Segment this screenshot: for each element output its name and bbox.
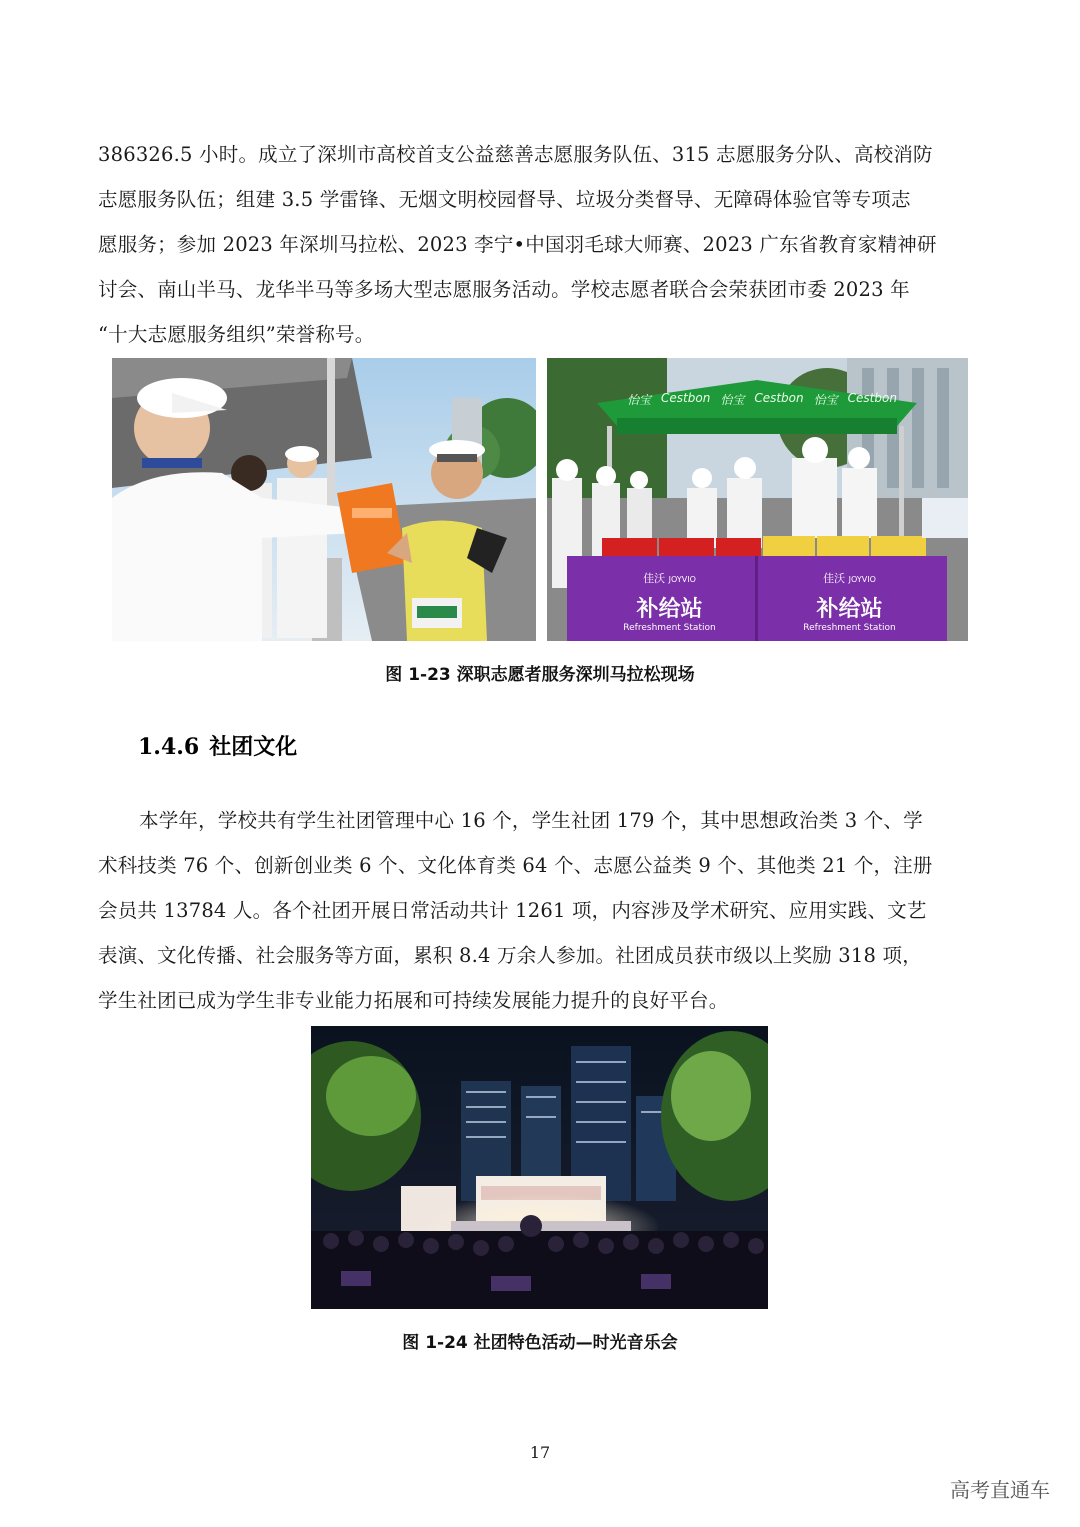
banner-subtitle: Refreshment Station	[623, 623, 716, 633]
text-line: 愿服务；参加 2023 年深圳马拉松、2023 李宁•中国羽毛球大师赛、2023 广东省教育家精神研	[98, 233, 937, 256]
text-line: 会员共 13784 人。各个社团开展日常活动共计 1261 项，内容涉及学术研究、应用实践、文艺	[98, 899, 927, 922]
figure-caption: 图 1-24 社团特色活动—时光音乐会	[402, 1333, 678, 1353]
tent-text: Cestbon	[661, 391, 711, 405]
watermark: 高考直通车	[950, 1478, 1050, 1502]
banner-panel-left	[587, 570, 752, 633]
banner-subtitle: Refreshment Station	[803, 623, 896, 633]
banner-title: 补给站	[816, 597, 883, 622]
tent-text: Cestbon	[847, 391, 897, 405]
text-line: “十大志愿服务组织”荣誉称号。	[98, 323, 375, 346]
banner-brand: 佳沃	[643, 572, 666, 585]
text-line: 志愿服务队伍；组建 3.5 学雷锋、无烟文明校园督导、垃圾分类督导、无障碍体验官等专项志	[98, 188, 911, 211]
section-number: 1.4.6	[138, 734, 200, 760]
paragraph-clubs	[98, 798, 982, 1023]
text-line: 学生社团已成为学生非专业能力拓展和可持续发展能力提升的良好平台。	[98, 989, 729, 1012]
section-heading	[138, 730, 297, 761]
banner-title: 补给站	[636, 597, 703, 622]
page-number: 17	[529, 1443, 551, 1462]
figure-caption: 图 1-23 深职志愿者服务深圳马拉松现场	[385, 665, 695, 685]
banner-brand: 佳沃	[823, 572, 846, 585]
tent-text: 怡宝	[813, 393, 838, 407]
paragraph-volunteer	[98, 132, 982, 357]
text-line: 386326.5 小时。成立了深圳市高校首支公益慈善志愿服务队伍、315 志愿服务分队、高校消防	[98, 143, 933, 166]
banner-brand-en: JOYVIO	[668, 575, 696, 584]
text-line: 讨会、南山半马、龙华半马等多场大型志愿服务活动。学校志愿者联合会荣获团市委 2023 年	[98, 278, 910, 301]
tent-brand-text	[627, 391, 897, 408]
banner-brand-en: JOYVIO	[848, 575, 876, 584]
tent-text: 怡宝	[720, 393, 745, 407]
text-line: 术科技类 76 个、创新创业类 6 个、文化体育类 64 个、志愿公益类 9 个、其他类 21 个，注册	[98, 854, 933, 877]
refreshment-station-photo	[547, 358, 968, 641]
marathon-volunteer-photo	[112, 358, 536, 641]
text-line: 本学年，学校共有学生社团管理中心 16 个，学生社团 179 个，其中思想政治类 3 个、学	[139, 809, 923, 832]
concert-night-photo	[311, 1026, 768, 1309]
tent-text: 怡宝	[627, 393, 652, 407]
section-title: 社团文化	[209, 735, 298, 760]
tent-text: Cestbon	[754, 391, 804, 405]
text-line: 表演、文化传播、社会服务等方面，累积 8.4 万余人参加。社团成员获市级以上奖励 318 项，	[98, 944, 922, 967]
banner-panel-right	[762, 570, 937, 633]
